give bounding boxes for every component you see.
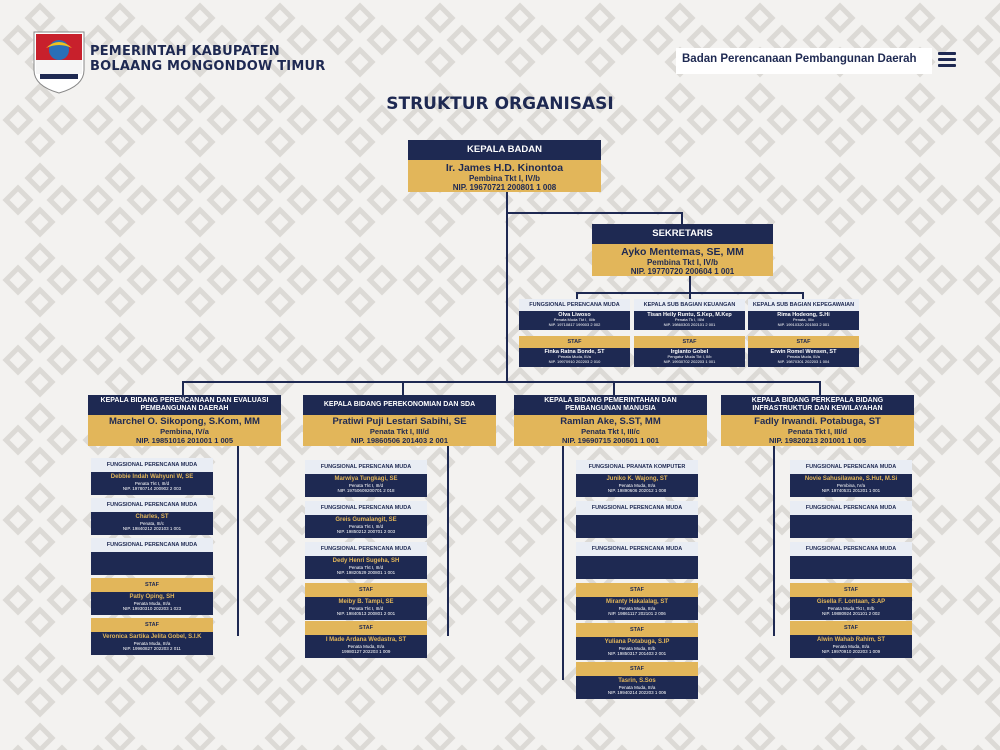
staf-name: Gisella F. Lontaan, S.AP — [816, 599, 886, 605]
staf-title: STAF — [305, 621, 427, 635]
sek-unit-rank: Penata Tk I, III/d — [674, 317, 705, 323]
unit-box[interactable] — [91, 498, 213, 535]
connector-to-sekretaris — [506, 212, 682, 214]
staf-nip: NIP. 19970910 202203 1 009 — [821, 649, 881, 655]
sekretaris-box[interactable] — [592, 224, 773, 276]
unit-title: FUNGSIONAL PERENCANA MUDA — [91, 458, 213, 472]
unit-box[interactable] — [790, 460, 912, 497]
staf-box[interactable] — [91, 578, 213, 615]
sek-staf-rank: Penata Muda, III/a — [558, 354, 591, 360]
staf-box[interactable] — [91, 618, 213, 655]
menu-icon[interactable] — [938, 52, 956, 70]
unit-title: FUNGSIONAL PERENCANA MUDA — [790, 542, 912, 556]
staf-nip: 19980127 202203 1 009 — [341, 649, 391, 655]
sek-unit-nip: NIP. 19860303 202101 2 001 — [663, 321, 716, 327]
staf-name: Alwin Wahab Rahim, ST — [816, 637, 886, 643]
unit-rank: Penata Tkt I, III/d — [348, 564, 384, 570]
bidang-head-title: KEPALA BIDANG PERKEPALA BIDANG INFRASTRUKTUR DAN KEWILAYAHAN — [721, 395, 914, 415]
staf-name: I Made Ardana Wedastra, ST — [325, 637, 407, 643]
staf-box[interactable] — [576, 623, 698, 660]
sek-staf-nip: NIP. 19870301 202203 1 004 — [777, 358, 830, 364]
kepala-badan-box[interactable] — [408, 140, 601, 192]
unit-nip: NIP. 19740531 201201 1 001 — [821, 488, 881, 494]
staf-box[interactable] — [305, 621, 427, 658]
unit-nip: NIP. 19820529 200801 1 001 — [336, 570, 396, 576]
unit-title: FUNGSIONAL PERENCANA MUDA — [790, 460, 912, 474]
staf-name: Patly Oping, SH — [129, 594, 175, 600]
sekretaris-title: SEKRETARIS — [592, 224, 773, 244]
regency-name — [90, 44, 325, 74]
kepala-badan-nip: NIP. 19670721 200801 1 008 — [452, 183, 557, 193]
sek-unit-title: KEPALA SUB BAGIAN KEPEGAWAIAN — [748, 299, 859, 311]
staf-rank: Penata Muda, III/a — [832, 643, 870, 649]
sek-unit-box[interactable] — [748, 299, 859, 330]
connector-col2 — [447, 446, 449, 636]
unit-title: FUNGSIONAL PERENCANA MUDA — [91, 538, 213, 552]
connector-bidang-h — [182, 381, 820, 383]
staf-name: Yuliana Potabuga, S.IP — [604, 639, 670, 645]
staf-title: STAF — [305, 583, 427, 597]
bidang-head-name: Fadly Irwandi. Potabuga, ST — [754, 416, 881, 427]
unit-box[interactable] — [790, 542, 912, 579]
unit-title: FUNGSIONAL PERENCANA MUDA — [305, 460, 427, 474]
kepala-badan-name: Ir. James H.D. Kinontoa — [445, 162, 564, 174]
staf-nip: NIP. 19880924 201101 2 002 — [822, 611, 880, 617]
unit-title: FUNGSIONAL PERENCANA MUDA — [305, 501, 427, 515]
staf-nip: NIP. 19960827 202203 2 011 — [123, 646, 181, 652]
bidang-head-nip: NIP. 19820213 201001 1 005 — [768, 435, 867, 445]
sek-unit-box[interactable] — [634, 299, 745, 330]
sekretaris-nip: NIP. 19770720 200604 1 001 — [630, 267, 735, 277]
connector-col3 — [562, 446, 564, 680]
unit-title: FUNGSIONAL PERENCANA MUDA — [91, 498, 213, 512]
sek-unit-title: FUNGSIONAL PERENCANA MUDA — [519, 299, 630, 311]
staf-title: STAF — [790, 621, 912, 635]
bidang-head-rank: Pembina, IV/a — [160, 426, 209, 436]
connector-bidang — [402, 381, 404, 395]
unit-title: FUNGSIONAL PERENCANA MUDA — [576, 501, 698, 515]
unit-box[interactable] — [305, 542, 427, 579]
sek-staf-title: STAF — [748, 336, 859, 348]
unit-name: Debbie Indah Wahyuni W, SE — [110, 474, 194, 480]
unit-rank: Penata Tkt I, III/d — [348, 523, 384, 529]
unit-title: FUNGSIONAL PERENCANA MUDA — [790, 501, 912, 515]
sek-unit-name: Tisan Heily Runtu, S.Kep, M.Kep — [647, 312, 732, 318]
staf-name: Meiby B. Tampi, SE — [338, 599, 394, 605]
sek-staf-nip: NIP. 19970910 202203 2 010 — [548, 358, 601, 364]
staf-title: STAF — [576, 662, 698, 676]
unit-box[interactable] — [576, 542, 698, 579]
connector-bidang — [182, 381, 184, 395]
staf-nip: NIP. 19940214 202203 1 006 — [607, 690, 667, 696]
unit-name: Charles, ST — [135, 514, 169, 520]
sek-staf-box[interactable] — [634, 336, 745, 367]
staf-rank: Penata Muda, III/a — [347, 643, 385, 649]
connector-col4 — [773, 446, 775, 636]
kepala-badan-title: KEPALA BADAN — [408, 140, 601, 160]
staf-name: Miranty Hakalalag, ST — [605, 599, 669, 605]
sek-unit-box[interactable] — [519, 299, 630, 330]
unit-name: Dedy Henri Sugeha, SH — [332, 558, 400, 564]
staf-rank: Penata Muda, III/b — [618, 645, 656, 651]
bidang-head-box[interactable] — [303, 395, 496, 446]
staf-name: Veronica Sartika Jelita Gobel, S.I.K — [102, 634, 202, 640]
unit-nip: NIP. 19780714 200902 2 003 — [122, 486, 182, 492]
sek-staf-box[interactable] — [519, 336, 630, 367]
staf-rank: Penata Muda, III/a — [618, 605, 656, 611]
agency-name[interactable]: Badan Perencanaan Pembangunan Daerah — [676, 48, 932, 74]
unit-box[interactable] — [576, 460, 698, 497]
unit-nip: NIP. 19750609200701 2 018 — [337, 488, 395, 494]
bidang-head-box[interactable] — [514, 395, 707, 446]
unit-box[interactable] — [91, 538, 213, 575]
unit-rank: Penata Tkt I, III/d — [134, 480, 170, 486]
unit-box[interactable] — [790, 501, 912, 538]
sek-unit-name: Rima Hodeong, S.Hi — [777, 312, 830, 318]
unit-title: FUNGSIONAL PERENCANA MUDA — [305, 542, 427, 556]
sek-unit-rank: Penata, III/c — [792, 317, 815, 323]
unit-box[interactable] — [91, 458, 213, 495]
unit-rank: Penata Muda, III/a — [618, 482, 656, 488]
bidang-head-title: KEPALA BIDANG PEREKONOMIAN DAN SDA — [303, 395, 496, 415]
staf-title: STAF — [576, 583, 698, 597]
staf-name: Tasrin, S.Sos — [618, 678, 656, 684]
bidang-head-nip: NIP. 19860506 201403 2 001 — [350, 435, 449, 445]
unit-title: FUNGSIONAL PERENCANA MUDA — [576, 542, 698, 556]
staf-box[interactable] — [576, 662, 698, 699]
connector-col1 — [237, 446, 239, 636]
sekretaris-rank: Pembina Tkt I, IV/b — [646, 258, 719, 268]
connector-bidang — [819, 381, 821, 395]
staf-box[interactable] — [790, 621, 912, 658]
bidang-head-box[interactable] — [721, 395, 914, 446]
unit-nip: NIP. 19840212 202103 1 001 — [122, 526, 182, 532]
sek-unit-rank: Penata Muda Tkt I, III/b — [553, 317, 596, 323]
sek-unit-nip: NIP. 19710817 199003 2 002 — [548, 321, 601, 327]
sek-staf-rank: Pengatur Muda Tkt I, II/b — [667, 354, 712, 360]
bidang-head-nip: NIP. 19690715 200501 1 001 — [561, 435, 660, 445]
staf-title: STAF — [91, 578, 213, 592]
sek-staf-title: STAF — [634, 336, 745, 348]
sek-staf-name: Finka Ratna Bonde, ST — [544, 349, 605, 355]
staf-rank: Penata Tkt I, III/d — [348, 605, 384, 611]
staf-rank: Penata Muda, III/a — [133, 600, 171, 606]
unit-name: Novie Sahusilawane, S.Hut, M.Si — [804, 476, 898, 482]
staf-title: STAF — [576, 623, 698, 637]
unit-box[interactable] — [576, 501, 698, 538]
bidang-head-rank: Penata Tkt I, III/d — [369, 426, 430, 436]
connector-sekretaris-v — [681, 212, 683, 224]
kepala-badan-rank: Pembina Tkt I, IV/b — [468, 174, 541, 184]
unit-title: FUNGSIONAL PRANATA KOMPUTER — [576, 460, 698, 474]
bidang-head-title: KEPALA BIDANG PEMERINTAHAN DAN PEMBANGUNAN MANUSIA — [514, 395, 707, 415]
bidang-head-name: Pratiwi Puji Lestari Sabihi, SE — [332, 416, 467, 427]
staf-nip: NIP. 19861117 202101 2 006 — [608, 611, 666, 617]
bidang-head-rank: Penata Tkt I, III/c — [581, 426, 640, 436]
connector-bidang — [613, 381, 615, 395]
staf-rank: Penata Muda, III/a — [618, 684, 656, 690]
unit-rank: Penata Tkt I, III/d — [348, 482, 384, 488]
unit-box[interactable] — [305, 501, 427, 538]
staf-box[interactable] — [305, 583, 427, 620]
sek-staf-name: Erwin Romel Wensen, ST — [770, 349, 837, 355]
staf-nip: NIP. 19840513 200801 2 001 — [336, 611, 396, 617]
bidang-head-name: Ramlan Ake, S.ST, MM — [560, 416, 661, 427]
unit-rank: Penata, III/c — [139, 520, 164, 526]
staf-nip: NIP. 19930310 202203 1 023 — [122, 606, 182, 612]
bidang-head-name: Marchel O. Sikopong, S.Kom, MM — [109, 416, 260, 427]
sek-unit-title: KEPALA SUB BAGIAN KEUANGAN — [634, 299, 745, 311]
page-title: STRUKTUR ORGANISASI — [386, 94, 614, 114]
staf-title: STAF — [91, 618, 213, 632]
sek-staf-box[interactable] — [748, 336, 859, 367]
unit-nip: NIP. 19850212 200701 2 003 — [336, 529, 396, 535]
unit-box[interactable] — [305, 460, 427, 497]
bidang-head-box[interactable] — [88, 395, 281, 446]
connector-sek-units-h — [576, 292, 804, 294]
sek-unit-name: Olva Liwoso — [558, 312, 591, 318]
staf-box[interactable] — [576, 583, 698, 620]
staf-rank: Penata Muda Tkt I, III/b — [827, 605, 875, 611]
bidang-head-title: KEPALA BIDANG PERENCANAAN DAN EVALUASI PEMBANGUNAN DAERAH — [88, 395, 281, 415]
sek-unit-nip: NIP. 19910320 201503 2 001 — [777, 321, 830, 327]
connector-kepala-down — [506, 192, 508, 382]
staf-title: STAF — [790, 583, 912, 597]
sek-staf-name: Irgianto Gobel — [670, 349, 709, 355]
regency-name-line1: PEMERINTAH KABUPATEN — [90, 44, 280, 59]
regency-name-line2: BOLAANG MONGONDOW TIMUR — [90, 59, 326, 74]
unit-rank: Pembina, IV/a — [836, 482, 866, 488]
unit-nip: NIP. 19890606 202012 1 008 — [607, 488, 667, 494]
bidang-head-rank: Penata Tkt I, III/d — [787, 426, 848, 436]
sek-staf-rank: Penata Muda, III/a — [787, 354, 820, 360]
unit-name: Marwiya Tungkagi, SE — [334, 476, 398, 482]
bidang-head-nip: NIP. 19851016 201001 1 005 — [135, 435, 234, 445]
sek-staf-nip: NIP. 19930702 202203 1 001 — [663, 358, 716, 364]
unit-name: Juniko K. Wajong, ST — [606, 476, 668, 482]
connector-sek-units — [689, 276, 691, 299]
staf-nip: NIP. 19850317 201403 2 001 — [607, 651, 667, 657]
unit-name: Greis Gumalangit, SE — [335, 517, 397, 523]
sekretaris-name: Ayko Mentemas, SE, MM — [621, 246, 744, 258]
staf-box[interactable] — [790, 583, 912, 620]
staf-rank: Penata Muda, III/a — [133, 640, 171, 646]
regency-logo — [32, 30, 86, 94]
sek-staf-title: STAF — [519, 336, 630, 348]
